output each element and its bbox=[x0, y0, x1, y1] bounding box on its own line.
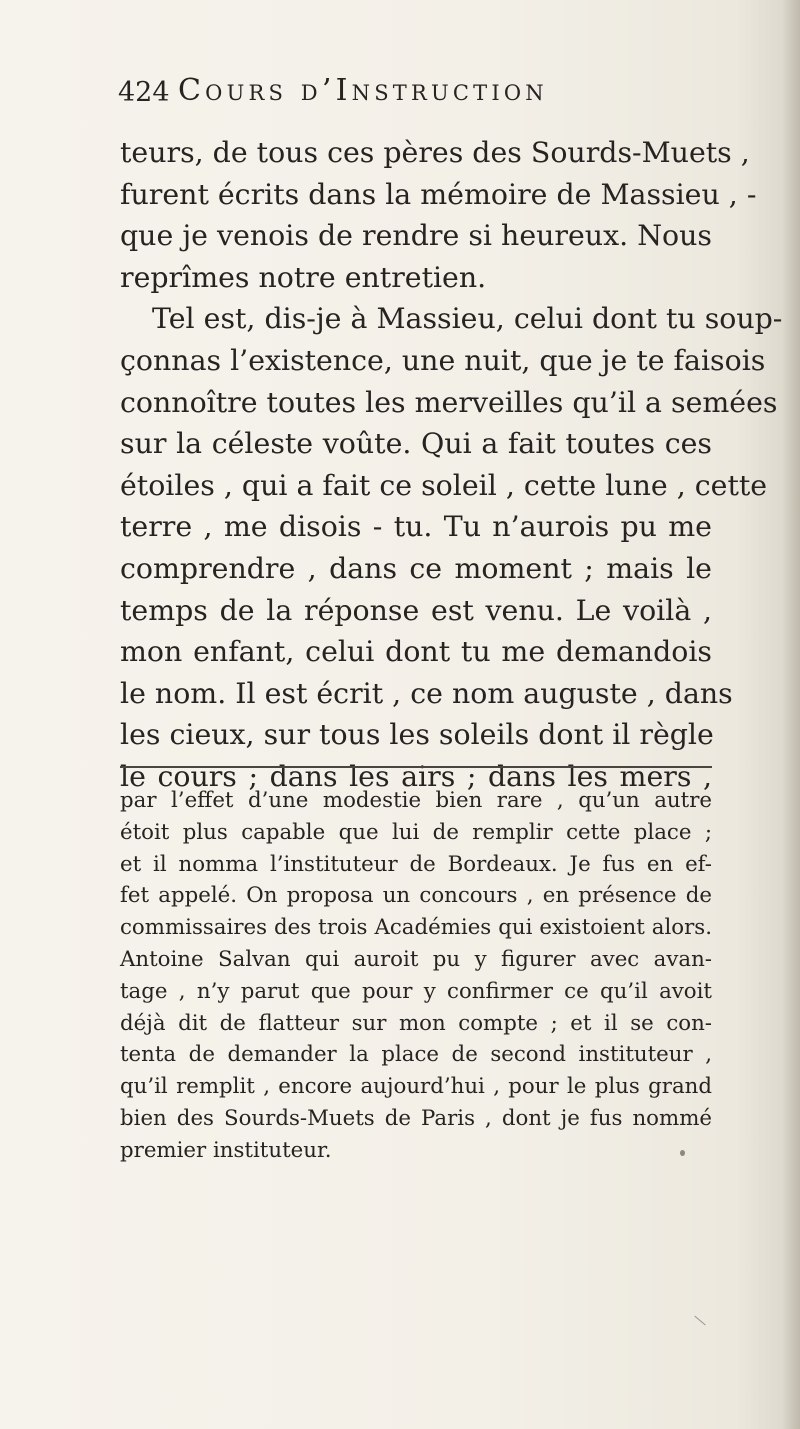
footnote-line: premier instituteur. bbox=[120, 1137, 332, 1163]
footnote-line: tenta de demander la place de second instituteur , bbox=[120, 1042, 712, 1068]
footnote bbox=[120, 785, 712, 1167]
footnote-line: tage , n’y parut que pour y confirmer ce qu’il avoit bbox=[120, 978, 712, 1004]
body-line: étoiles , qui a fait ce soleil , cette lune , cette bbox=[120, 468, 768, 502]
footnote-line: qu’il remplit , encore aujourd’hui , pour le plus grand bbox=[120, 1074, 712, 1100]
body-line: terre , me disois - tu. Tu n’aurois pu me bbox=[120, 510, 712, 544]
page-header bbox=[118, 73, 708, 113]
page-edge-shadow bbox=[782, 0, 800, 1429]
body-line: furent écrits dans la mémoire de Massieu , - bbox=[120, 177, 757, 211]
body-text bbox=[120, 132, 783, 798]
footnote-separator bbox=[120, 766, 712, 768]
footnote-line: déjà dit de flatteur sur mon compte ; et il se con- bbox=[120, 1010, 712, 1036]
body-line: temps de la réponse est venu. Le voilà , bbox=[120, 593, 712, 627]
body-line: çonnas l’existence, une nuit, que je te faisois bbox=[120, 343, 766, 377]
footnote-line: Antoine Salvan qui auroit pu y figurer avec avan- bbox=[120, 946, 712, 972]
footnote-line: commissaires des trois Académies qui existoient alors. bbox=[120, 915, 712, 941]
body-line: les cieux, sur tous les soleils dont il règle bbox=[120, 718, 714, 752]
body-line: teurs, de tous ces pères des Sourds-Muets , bbox=[120, 136, 750, 169]
ink-mark bbox=[694, 1316, 705, 1326]
body-line: reprîmes notre entretien. bbox=[120, 260, 487, 294]
body-line: comprendre , dans ce moment ; mais le bbox=[120, 551, 712, 585]
page-number: 424 bbox=[118, 77, 170, 108]
body-line: Tel est, dis-je à Massieu, celui dont tu soup- bbox=[152, 302, 783, 336]
footnote-line: par l’effet d’une modestie bien rare , qu’un autre bbox=[120, 788, 712, 813]
running-title: Cours d’Instruction bbox=[178, 73, 548, 108]
ink-speck bbox=[680, 1150, 685, 1156]
body-line: sur la céleste voûte. Qui a fait toutes ces bbox=[120, 427, 712, 461]
body-line: le nom. Il est écrit , ce nom auguste , dans bbox=[120, 676, 733, 710]
footnote-line: fet appelé. On proposa un concours , en présence de bbox=[120, 883, 712, 909]
footnote-line: et il nomma l’instituteur de Bordeaux. Je fus en ef- bbox=[120, 851, 712, 877]
body-line: mon enfant, celui dont tu me demandois bbox=[120, 635, 712, 669]
footnote-line: étoit plus capable que lui de remplir cette place ; bbox=[120, 819, 712, 845]
body-line: que je venois de rendre si heureux. Nous bbox=[120, 219, 712, 253]
body-line: le cours ; dans les airs ; dans les mers , bbox=[120, 759, 712, 793]
body-line: connoître toutes les merveilles qu’il a semées bbox=[120, 385, 778, 419]
footnote-line: bien des Sourds-Muets de Paris , dont je fus nommé bbox=[120, 1105, 712, 1131]
